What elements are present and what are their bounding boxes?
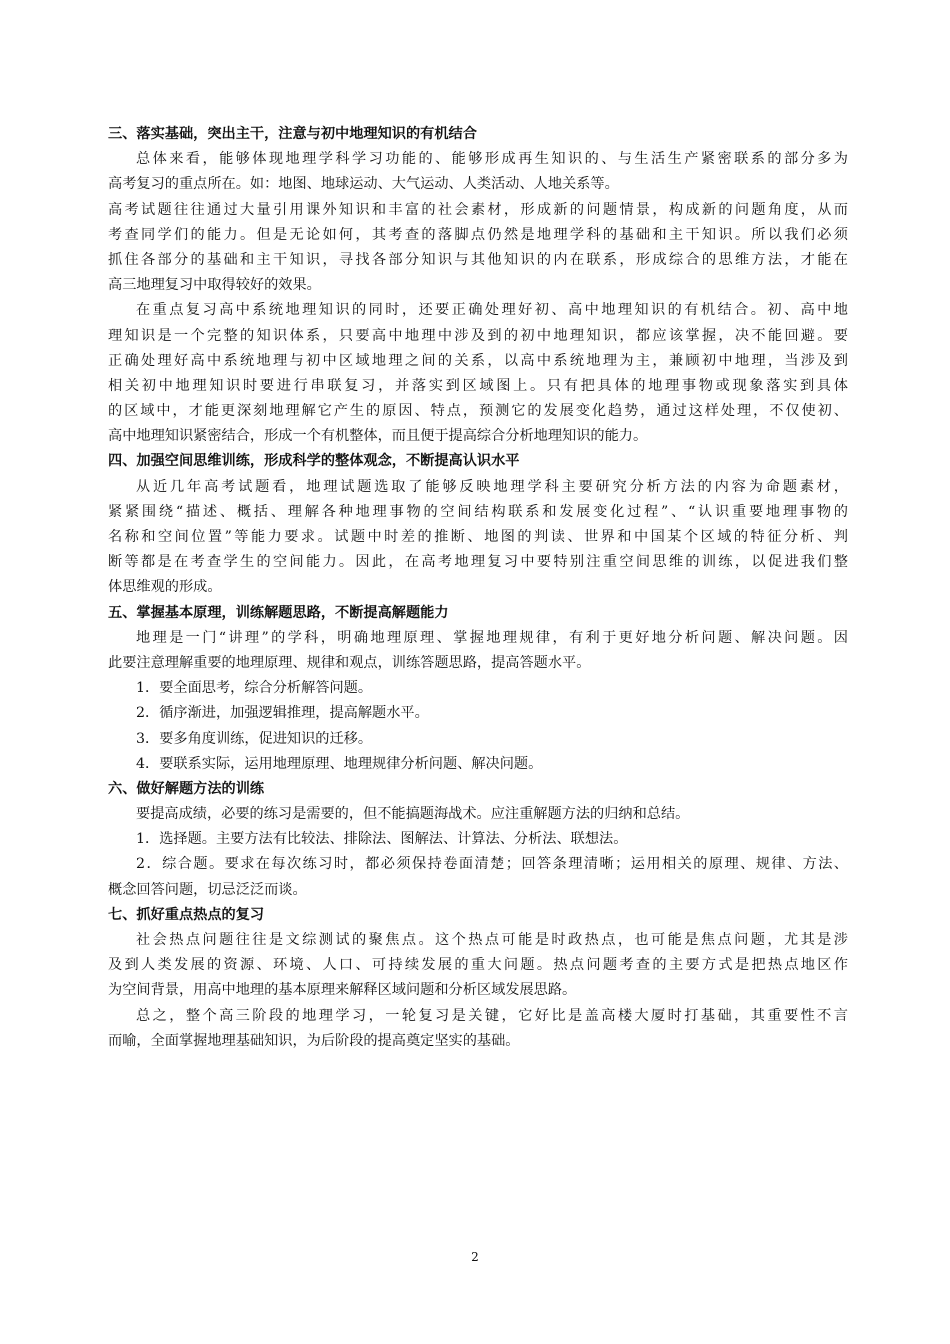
paragraph-line: 4．要联系实际，运用地理原理、地理规律分析问题、解决问题。 (136, 755, 543, 772)
section-heading: 六、做好解题方法的训练 (108, 780, 265, 797)
paragraph-line: 此要注意理解重要的地理原理、规律和观点，训练答题思路，提高答题水平。 (108, 654, 591, 671)
section (108, 122, 848, 449)
paragraph-line: 为空间背景，用高中地理的基本原理来解释区域问题和分析区域发展思路。 (108, 982, 577, 999)
section-heading: 五、掌握基本原理，训练解题思路，不断提高解题能力 (108, 604, 449, 621)
paragraph-line: 正确处理好高中系统地理与初中区域地理之间的关系，以高中系统地理为主，兼顾初中地理，当涉及到 (108, 352, 848, 369)
paragraph-line: 在重点复习高中系统地理知识的同时，还要正确处理好初、高中地理知识的有机结合。初、高中地 (136, 302, 848, 319)
paragraph-line: 3．要多角度训练，促进知识的迁移。 (136, 730, 373, 747)
page-number: 2 (471, 1250, 479, 1264)
paragraph-line: 地理是一门“讲理”的学科，明确地理原理、掌握地理规律，有利于更好地分析问题、解决问题。因 (136, 629, 848, 646)
paragraph-line: 紧紧围绕“描述、概括、理解各种地理事物的空间结构联系和发展变化过程”、“认识重要地理事物的 (108, 503, 848, 520)
paragraph-line: 高三地理复习中取得较好的效果。 (108, 277, 321, 294)
paragraph-line: 高考试题往往通过大量引用课外知识和丰富的社会素材，形成新的问题情景，构成新的问题角度，从而 (108, 201, 848, 218)
paragraph-line: 而喻，全面掌握地理基础知识，为后阶段的提高奠定坚实的基础。 (108, 1032, 520, 1049)
paragraph-line: 社会热点问题往往是文综测试的聚焦点。这个热点可能是时政热点，也可能是焦点问题，尤其是涉 (136, 932, 848, 948)
paragraph-line: 考查同学们的能力。但是无论如何，其考查的落脚点仍然是地理学科的基础和主干知识。所以我们必须 (108, 226, 848, 243)
document-body (108, 122, 848, 1054)
paragraph-line: 相关初中地理知识时要进行串联复习，并落实到区域图上。只有把具体的地理事物或现象落实到具体 (108, 377, 848, 394)
paragraph-line: 概念回答问题，切忌泛泛而谈。 (108, 881, 307, 898)
paragraph-line: 要提高成绩，必要的练习是需要的，但不能搞题海战术。应注重解题方法的归纳和总结。 (136, 806, 690, 823)
paragraph-line: 总体来看，能够体现地理学科学习功能的、能够形成再生知识的、与生活生产紧密联系的部分多为 (136, 151, 848, 168)
section (108, 903, 848, 1054)
paragraph-line: 体思维观的形成。 (108, 579, 222, 596)
paragraph-line: 名称和空间位置”等能力要求。试题中时差的推断、地图的判读、世界和中国某个区域的特征分析、判 (108, 529, 848, 545)
paragraph-line: 1．选择题。主要方法有比较法、排除法、图解法、计算法、分析法、联想法。 (136, 831, 628, 848)
paragraph-line: 断等都是在考查学生的空间能力。因此，在高考地理复习中要特别注重空间思维的训练，以促进我们整 (108, 554, 848, 571)
paragraph-line: 抓住各部分的基础和主干知识，寻找各部分知识与其他知识的内在联系，形成综合的思维方法，才能在 (108, 251, 848, 268)
section-heading: 四、加强空间思维训练，形成科学的整体观念，不断提高认识水平 (108, 453, 520, 470)
paragraph-line: 的区域中，才能更深刻地理解它产生的原因、特点，预测它的发展变化趋势，通过这样处理，不仅使初、 (108, 403, 848, 420)
paragraph-line: 2．循序渐进，加强逻辑推理，提高解题水平。 (136, 705, 429, 722)
section (108, 777, 848, 903)
section-heading: 三、落实基础，突出主干，注意与初中地理知识的有机结合 (108, 126, 477, 142)
paragraph-line: 高考复习的重点所在。如：地图、地球运动、大气运动、人类活动、人地关系等。 (108, 176, 619, 193)
paragraph-line: 及到人类发展的资源、环境、人口、可持续发展的重大问题。热点问题考查的主要方式是把热点地区作 (108, 957, 848, 974)
paragraph-line: 1．要全面思考，综合分析解答问题。 (136, 680, 373, 697)
section (108, 449, 848, 600)
section (108, 601, 848, 777)
paragraph-line: 理知识是一个完整的知识体系，只要高中地理中涉及到的初中地理知识，都应该掌握，决不能回避。要 (108, 327, 848, 344)
paragraph-line: 从近几年高考试题看，地理试题选取了能够反映地理学科主要研究分析方法的内容为命题素材， (136, 478, 848, 495)
paragraph-line: 总之，整个高三阶段的地理学习，一轮复习是关键，它好比是盖高楼大厦时打基础，其重要性不言 (136, 1007, 848, 1024)
paragraph-line: 高中地理知识紧密结合，形成一个有机整体，而且便于提高综合分析地理知识的能力。 (108, 428, 648, 445)
paragraph-line: 2．综合题。要求在每次练习时，都必须保持卷面清楚；回答条理清晰；运用相关的原理、规律、方法、 (136, 856, 848, 873)
section-heading: 七、抓好重点热点的复习 (108, 906, 265, 923)
